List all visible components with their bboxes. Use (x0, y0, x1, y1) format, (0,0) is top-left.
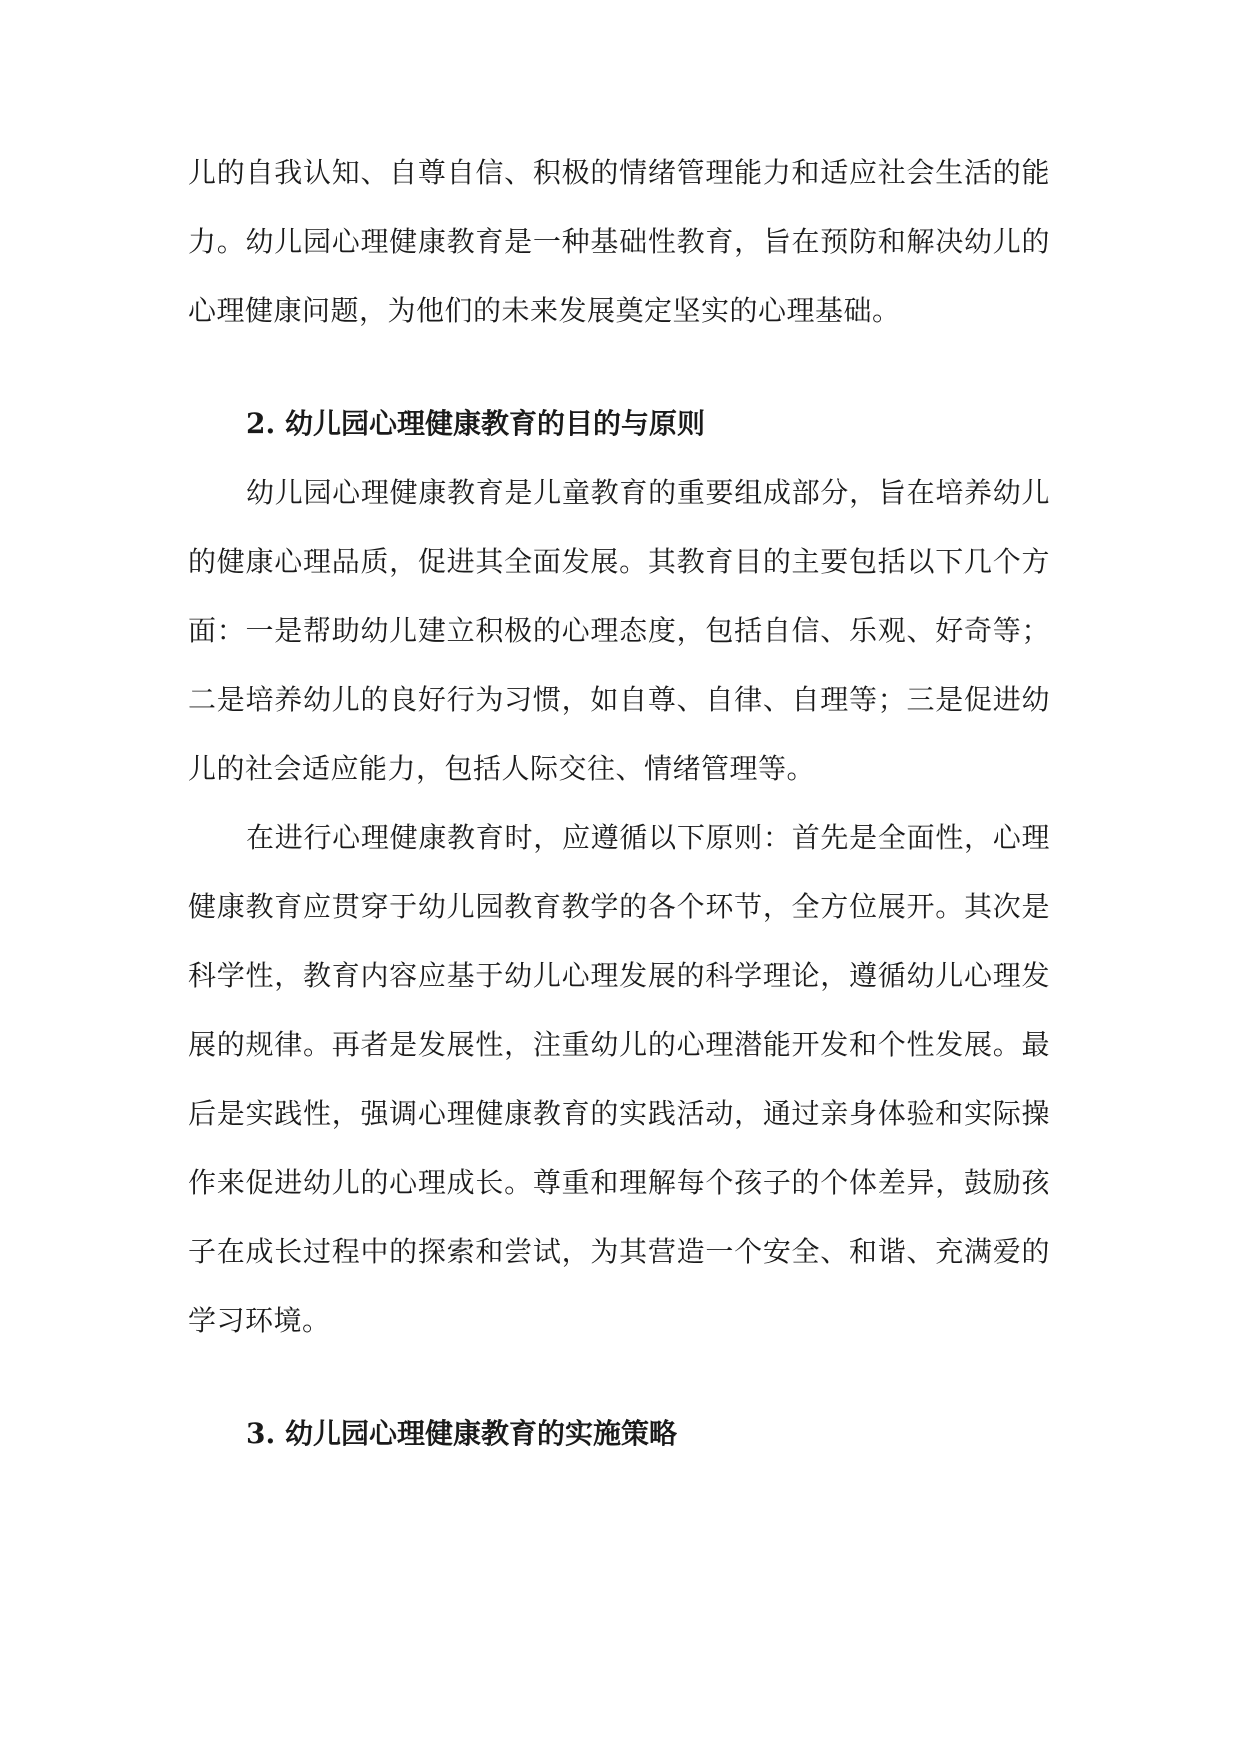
section-2-heading: 2. 幼儿园心理健康教育的目的与原则 (246, 407, 705, 440)
section-2-paragraph-1: 幼儿园心理健康教育是儿童教育的重要组成部分，旨在培养幼儿的健康心理品质，促进其全面发展。其教育目的主要包括以下几个方面：一是帮助幼儿建立积极的心理态度，包括自信、乐观、好奇等；二是培养幼儿的良好行为习惯，如自尊、自律、自理等；三是促进幼儿的社会适应能力，包括人际交往、情绪管理等。 (188, 476, 1050, 785)
intro-paragraph: 儿的自我认知、自尊自信、积极的情绪管理能力和适应社会生活的能力。幼儿园心理健康教育是一种基础性教育，旨在预防和解决幼儿的心理健康问题，为他们的未来发展奠定坚实的心理基础。 (188, 156, 1050, 327)
section-3-heading: 3. 幼儿园心理健康教育的实施策略 (246, 1417, 677, 1450)
document-body (188, 138, 1050, 1468)
section-2-paragraph-2: 在进行心理健康教育时，应遵循以下原则：首先是全面性，心理健康教育应贯穿于幼儿园教育教学的各个环节，全方位展开。其次是科学性，教育内容应基于幼儿心理发展的科学理论，遵循幼儿心理发展的规律。再者是发展性，注重幼儿的心理潜能开发和个性发展。最后是实践性，强调心理健康教育的实践活动，通过亲身体验和实际操作来促进幼儿的心理成长。尊重和理解每个孩子的个体差异，鼓励孩子在成长过程中的探索和尝试，为其营造一个安全、和谐、充满爱的学习环境。 (188, 821, 1050, 1337)
